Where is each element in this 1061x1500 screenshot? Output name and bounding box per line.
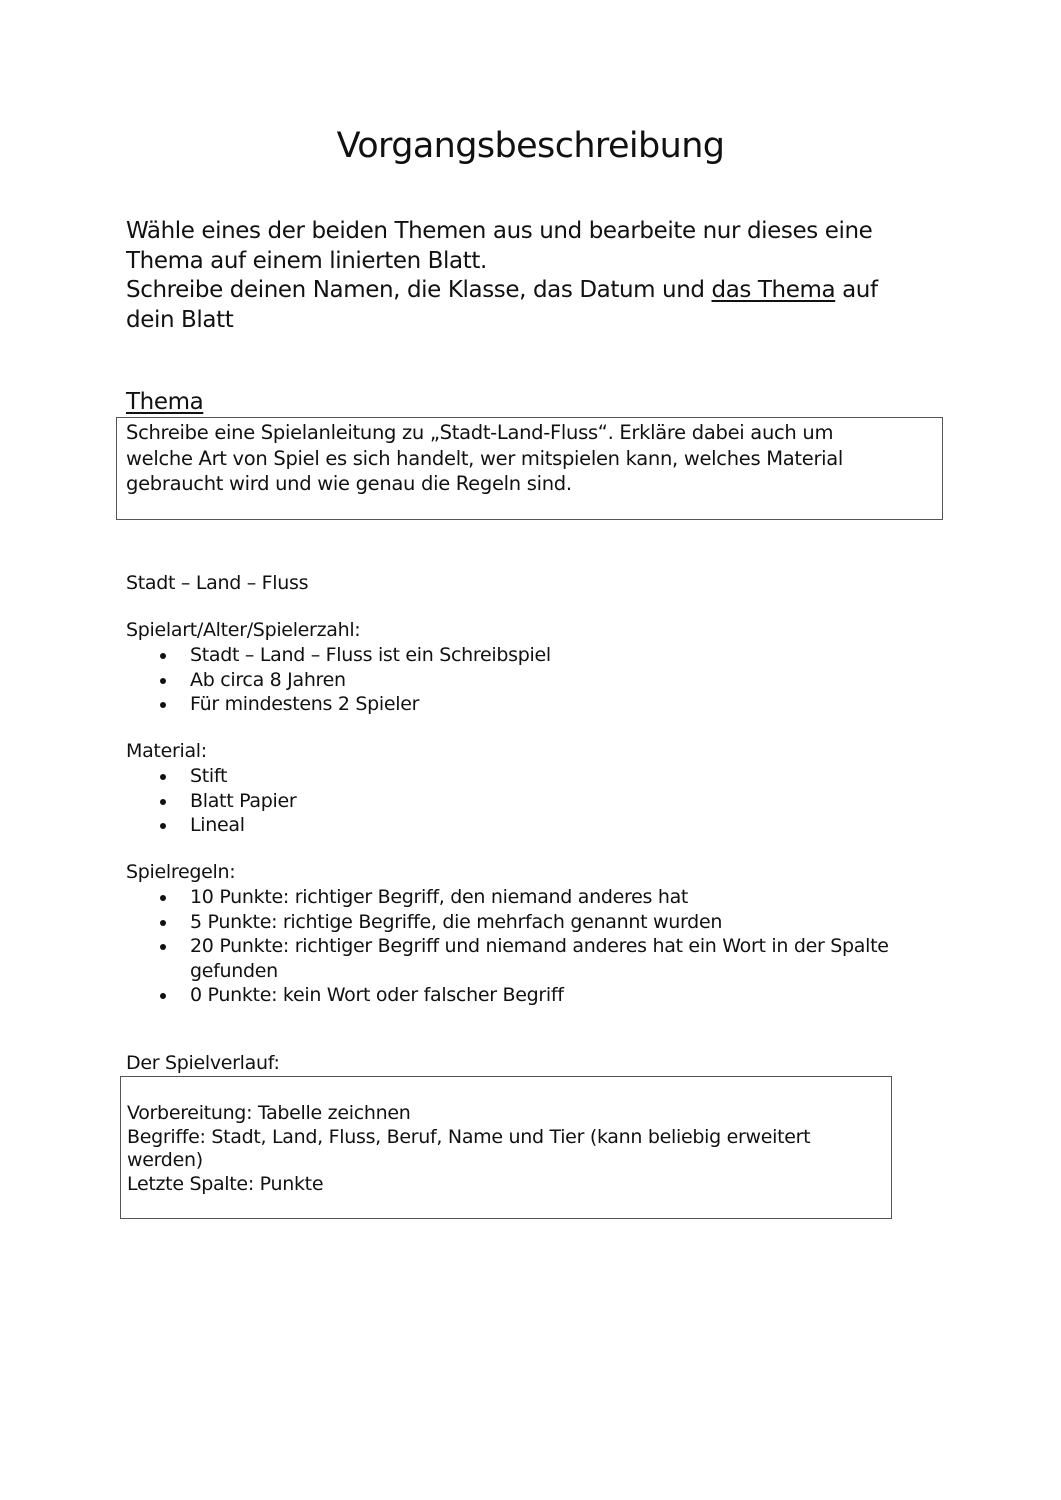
section-heading-material: Material: (126, 740, 207, 762)
bullet-icon (160, 920, 166, 926)
list-item-text: gefunden (190, 959, 278, 982)
task-box (116, 417, 943, 520)
bullet-icon (160, 702, 166, 708)
thema-heading: Thema (126, 389, 204, 415)
list-item-text: 10 Punkte: richtiger Begriff, den niemand anderes hat (190, 886, 689, 908)
bullet-icon (160, 944, 166, 950)
list-item (126, 813, 296, 838)
list-item (126, 885, 889, 910)
list-item (126, 692, 551, 717)
instruction-line: Thema auf einem linierten Blatt. (126, 247, 487, 274)
bullet-icon (160, 895, 166, 901)
bullet-icon (160, 653, 166, 659)
spielverlauf-box (120, 1076, 892, 1219)
list-item-text: Stadt – Land – Fluss ist ein Schreibspiel (190, 644, 551, 666)
instruction-text: Schreibe deinen Namen, die Klasse, das Datum und (126, 277, 712, 303)
spielverlauf-line: Begriffe: Stadt, Land, Fluss, Beruf, Name und Tier (kann beliebig erweitert (127, 1125, 811, 1148)
bullet-icon (160, 774, 166, 780)
list-item-text: Für mindestens 2 Spieler (190, 693, 420, 715)
bullet-icon (160, 823, 166, 829)
instruction-line (126, 276, 946, 306)
list-item-text: 0 Punkte: kein Wort oder falscher Begriff (190, 984, 564, 1006)
material-list (126, 764, 296, 838)
section-heading-spielverlauf: Der Spielverlauf: (126, 1052, 280, 1074)
task-line: welche Art von Spiel es sich handelt, wer mitspielen kann, welches Material (126, 446, 844, 470)
bullet-icon (160, 993, 166, 999)
list-item (126, 789, 296, 814)
task-line: gebraucht wird und wie genau die Regeln sind. (126, 472, 572, 495)
instruction-line: dein Blatt (126, 306, 234, 333)
list-item (126, 764, 296, 789)
list-item (126, 983, 889, 1008)
list-item-text: 20 Punkte: richtiger Begriff und niemand anderes hat ein Wort in der Spalte (190, 935, 889, 957)
list-item-text: Stift (190, 765, 228, 787)
instructions (126, 217, 946, 335)
list-item-text: Ab circa 8 Jahren (190, 668, 346, 691)
list-item (126, 643, 551, 668)
instruction-text: auf (835, 277, 878, 303)
task-line: Schreibe eine Spielanleitung zu „Stadt-Land-Fluss“. Erkläre dabei auch um (126, 421, 834, 444)
instruction-line: Wähle eines der beiden Themen aus und bearbeite nur dieses eine (126, 218, 873, 244)
spielverlauf-line: Letzte Spalte: Punkte (127, 1172, 324, 1195)
game-title: Stadt – Land – Fluss (126, 572, 309, 594)
section-heading-spielart: Spielart/Alter/Spielerzahl: (126, 619, 361, 641)
list-item (126, 910, 889, 935)
spielart-list (126, 643, 551, 717)
underlined-das-thema: das Thema (711, 277, 836, 303)
spielregeln-list (126, 885, 889, 1008)
bullet-icon (160, 678, 166, 684)
list-item-text: Blatt Papier (190, 789, 297, 812)
list-item-text: Lineal (190, 814, 245, 836)
page-title: Vorgangsbeschreibung (336, 126, 725, 166)
section-heading-spielregeln: Spielregeln: (126, 861, 236, 883)
list-item (126, 668, 551, 693)
spielverlauf-line: werden) (127, 1149, 203, 1171)
bullet-icon (160, 799, 166, 805)
list-item (126, 934, 889, 983)
list-item-text: 5 Punkte: richtige Begriffe, die mehrfach genannt wurden (190, 910, 723, 933)
spielverlauf-line: Vorbereitung: Tabelle zeichnen (127, 1102, 411, 1124)
